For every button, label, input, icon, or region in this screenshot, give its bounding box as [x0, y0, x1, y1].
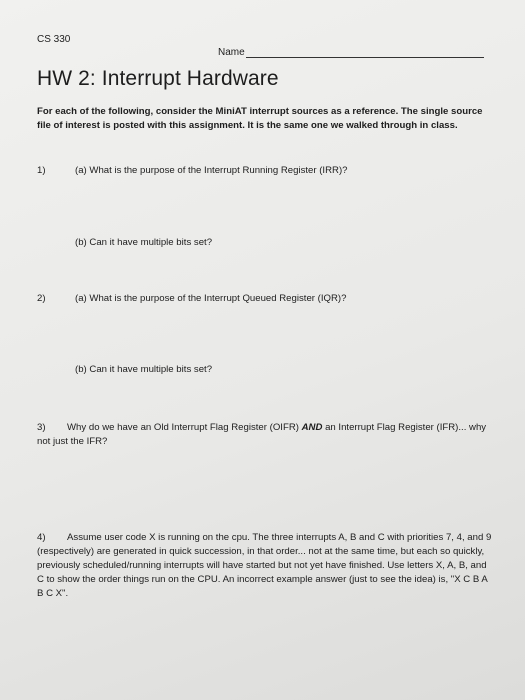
question-3-text-after: an Interrupt Flag Register (IFR)... why not just the IFR? — [37, 422, 487, 447]
question-2a — [37, 292, 346, 306]
question-1a-text: (a) What is the purpose of the Interrupt Running Register (IRR)? — [75, 165, 348, 176]
name-blank-line — [246, 47, 484, 58]
question-3-text-before: Why do we have an Old Interrupt Flag Register (OIFR) — [67, 422, 299, 433]
question-3-number: 3) — [37, 422, 46, 433]
name-field — [218, 47, 484, 58]
question-1a — [37, 164, 347, 178]
question-1-number: 1) — [37, 165, 46, 176]
question-2b: (b) Can it have multiple bits set? — [75, 364, 213, 375]
question-3-emphasis: AND — [301, 422, 323, 433]
question-4-text: Assume user code X is running on the cpu. The three interrupts A, B and C with priorities 7, 4, and 9 (respectively) are generated in quick succession, in that order... not at the same time, but each so quickly, previously scheduled/running interrupts will have started but not yet have finished. Use letters X, A, B, and C to show the order things run on the CPU. An incorrect example answer (just to see the idea) is, "X C B A B C X". — [37, 532, 492, 599]
course-code: CS 330 — [37, 34, 71, 45]
question-4-number: 4) — [37, 532, 46, 543]
question-2a-text: (a) What is the purpose of the Interrupt Queued Register (IQR)? — [75, 293, 347, 304]
question-1b: (b) Can it have multiple bits set? — [75, 237, 213, 248]
page-title: HW 2: Interrupt Hardware — [37, 67, 279, 90]
question-3 — [37, 421, 487, 449]
name-label: Name — [218, 47, 245, 58]
question-4 — [37, 531, 492, 601]
instructions: For each of the following, consider the MiniAT interrupt sources as a reference. The single source file of interest is posted with this assignment. It is the same one we walked through in class. — [37, 106, 483, 131]
question-2-number: 2) — [37, 293, 46, 304]
